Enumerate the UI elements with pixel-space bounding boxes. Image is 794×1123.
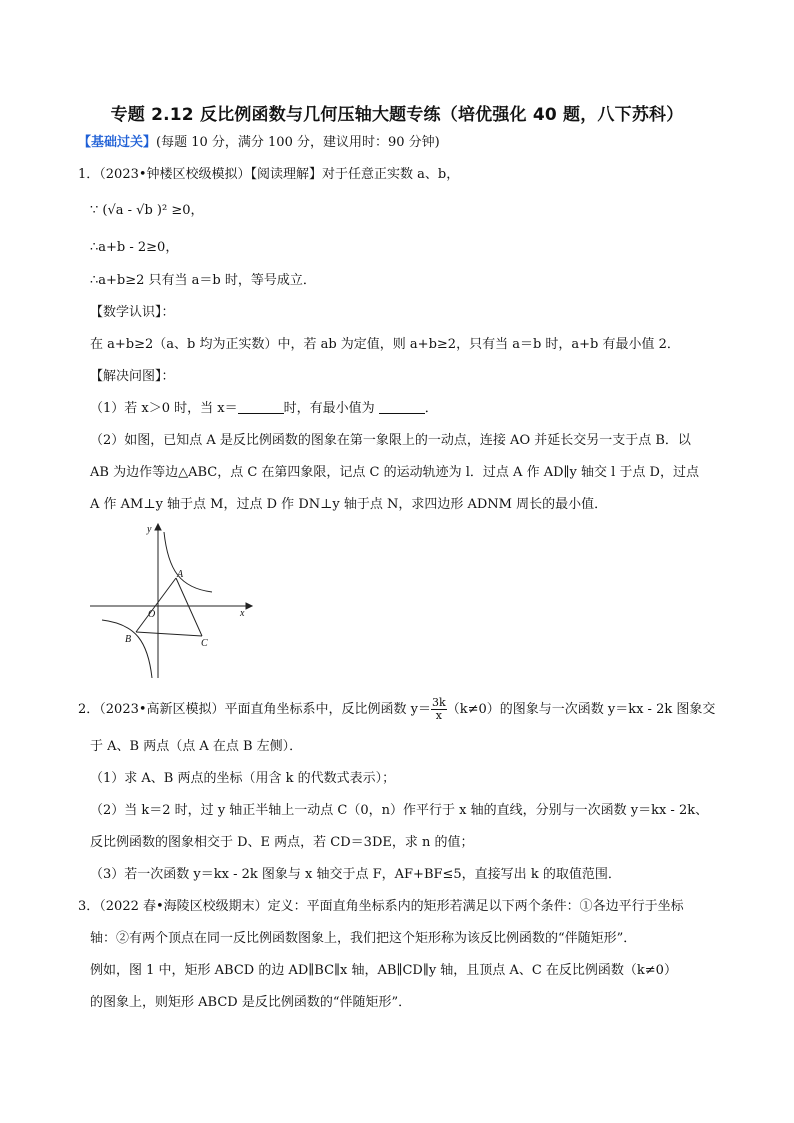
- hyperbola-branch-2: [102, 620, 152, 678]
- q1-part-1-text-b: 时，有最小值为: [283, 401, 375, 416]
- section-header: [78, 133, 440, 153]
- q1-line-1: [78, 165, 459, 185]
- q2-line-2: 于 A、B 两点（点 A 在点 B 左侧）．: [90, 739, 303, 754]
- q3-text: 定义：平面直角坐标系内的矩形若满足以下两个条件：①各边平行于坐标: [267, 899, 684, 914]
- q1-part-1-text-a: （1）若 x＞0 时，当 x＝: [90, 401, 238, 416]
- q2-fraction: [431, 697, 447, 722]
- q3-number: 3．: [78, 899, 100, 914]
- q1-part-1-text-c: ．: [424, 401, 438, 416]
- label-x: x: [240, 608, 245, 619]
- answer-blank-2[interactable]: [379, 399, 425, 414]
- fraction-denominator: x: [435, 709, 442, 722]
- q1-part-2-line-2: AB 为边作等边△ABC，点 C 在第四象限，记点 C 的运动轨迹为 l．过点 A 作 AD∥y 轴交 l 于点 D，过点: [90, 465, 699, 480]
- label-a: A: [177, 569, 184, 580]
- segment-bc: [136, 632, 202, 636]
- q2-text-b: （k≠0）的图象与一次函数 y＝kx - 2k 图象交: [446, 702, 716, 717]
- page-title: 专题 2.12 反比例函数与几何压轴大题专练（培优强化 40 题，八下苏科）: [110, 105, 684, 125]
- q2-part-2-line-2: 反比例函数的图象相交于 D、E 两点，若 CD＝3DE，求 n 的值；: [90, 835, 474, 850]
- label-o: O: [148, 609, 156, 620]
- q2-text-a: 平面直角坐标系中，反比例函数 y＝: [224, 702, 432, 717]
- q3-line-2: 轴：②有两个顶点在同一反比例函数图象上，我们把这个矩形称为该反比例函数的“伴随矩形”．: [90, 931, 637, 946]
- label-c: C: [201, 638, 208, 649]
- q1-part-2-line-1: （2）如图，已知点 A 是反比例函数的图象在第一象限上的一动点，连接 AO 并延长交另一支于点 B．以: [90, 433, 691, 448]
- q1-line-3: ∴a+b - 2≥0，: [90, 240, 179, 255]
- label-b: B: [125, 634, 132, 645]
- section-note: (每题 10 分，满分 100 分，建议用时：90 分钟): [156, 135, 440, 150]
- q1-part-2-line-3: A 作 AM⊥y 轴于点 M，过点 D 作 DN⊥y 轴于点 N，求四边形 ADNM 周长的最小值．: [90, 497, 608, 512]
- x-axis-arrow: [246, 603, 252, 609]
- figure-coordinate-graph: [88, 520, 264, 680]
- q3-line-1: [78, 897, 684, 917]
- q1-intro: 【阅读理解】对于任意正实数 a、b，: [250, 167, 460, 182]
- q1-part-1: [90, 399, 438, 419]
- q2-part-2-line-1: （2）当 k＝2 时，过 y 轴正半轴上一动点 C（0，n）作平行于 x 轴的直线，分别与一次函数 y＝kx - 2k、: [90, 803, 709, 818]
- q1-heading-solve: 【解决问图】：: [90, 369, 175, 384]
- q2-number: 2．: [78, 702, 100, 717]
- segment-ac: [176, 578, 202, 636]
- segment-ab: [136, 578, 176, 632]
- q3-line-4: 的图象上，则矩形 ABCD 是反比例函数的“伴随矩形”．: [90, 995, 412, 1010]
- hyperbola-branch-1: [164, 532, 212, 592]
- q3-line-3: 例如，图 1 中，矩形 ABCD 的边 AD∥BC∥x 轴，AB∥CD∥y 轴，且顶点 A、C 在反比例函数（k≠0）: [90, 963, 677, 978]
- q1-line-6: 在 a+b≥2（a、b 均为正实数）中，若 ab 为定值，则 a+b≥2，只有当 a＝b 时，a+b 有最小值 2．: [90, 337, 680, 352]
- label-y: y: [147, 524, 152, 535]
- q2-part-3: （3）若一次函数 y＝kx - 2k 图象与 x 轴交于点 F，AF+BF≤5，直接写出 k 的取值范围．: [90, 867, 621, 882]
- q1-heading-math: 【数学认识】：: [90, 305, 175, 320]
- q3-source: （2022 春•海陵区校级期末）: [99, 899, 268, 914]
- answer-blank-1[interactable]: [238, 399, 284, 414]
- q2-line-1: [78, 697, 715, 722]
- q1-line-2: ∵ (√a - √b )² ≥0，: [90, 203, 204, 218]
- y-axis-arrow: [155, 524, 161, 530]
- q1-number: 1．: [78, 167, 100, 182]
- q1-line-4: ∴a+b≥2 只有当 a＝b 时，等号成立．: [90, 273, 316, 288]
- q2-part-1: （1）求 A、B 两点的坐标（用含 k 的代数式表示）；: [90, 771, 396, 786]
- fraction-numerator: 3k: [432, 696, 446, 709]
- q2-source: （2023•高新区模拟）: [99, 702, 225, 717]
- section-tag: 【基础过关】: [78, 135, 157, 150]
- q1-source: （2023•钟楼区校级模拟）: [99, 167, 251, 182]
